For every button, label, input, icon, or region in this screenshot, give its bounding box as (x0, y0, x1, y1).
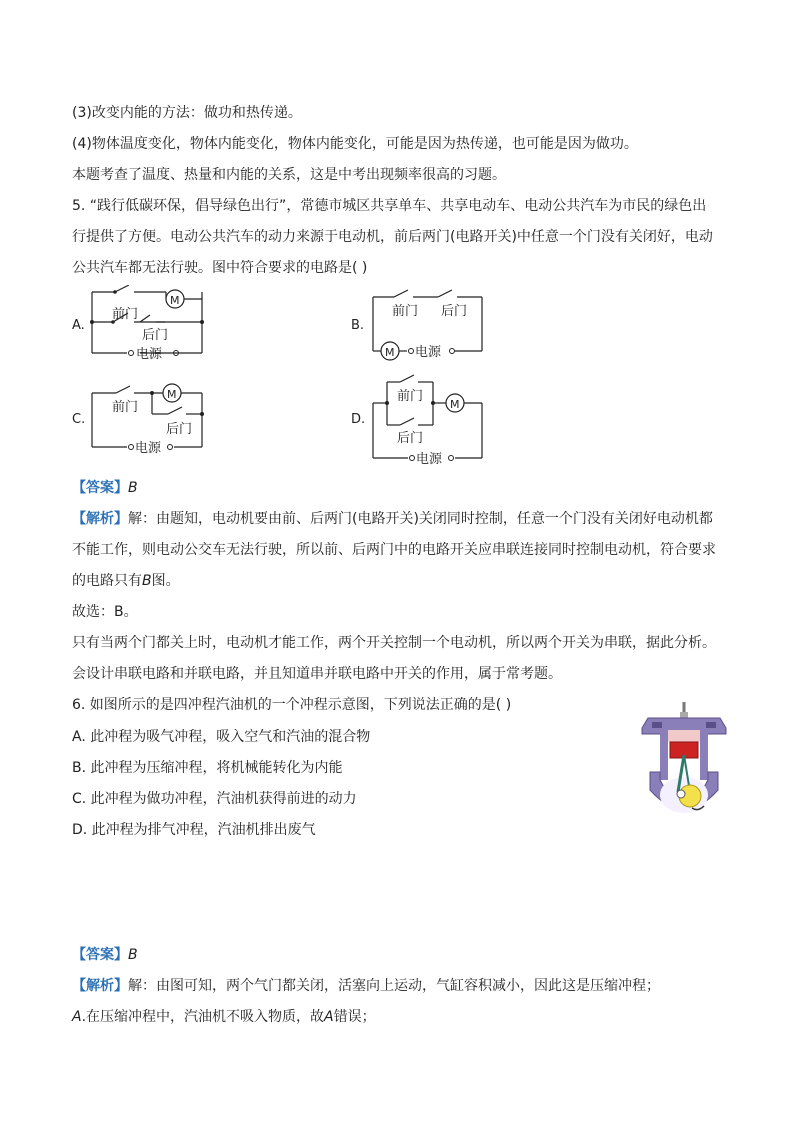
explanation-text: 解：由图可知，两个气门都关闭，活塞向上运动，气缸容积减小，因此这是压缩冲程； (128, 978, 660, 994)
answer-value: B (128, 947, 138, 963)
text-line (72, 1007, 376, 1027)
power-label: 电源 (135, 441, 162, 456)
power-label: 电源 (415, 345, 442, 360)
motor-label: M (450, 398, 460, 411)
option-b-label: B. (351, 318, 365, 333)
text-fragment: 的电路只有 (72, 573, 142, 589)
option-c-label: C. (72, 412, 86, 427)
back-door-label: 后门 (397, 431, 424, 446)
option-d-label: D. (351, 412, 366, 427)
circuit-c (92, 384, 202, 447)
question-6-option-d: D. 此冲程为排气冲程，汽油机排出废气 (72, 822, 316, 838)
question-6-option-b: B. 此冲程为压缩冲程，将机械能转化为内能 (72, 760, 343, 776)
question-5-stem: 5. “践行低碳环保，倡导绿色出行”，常德市城区共享单车、共享电动车、电动公共汽车为市民的绿色出 (72, 198, 707, 214)
power-label: 电源 (416, 452, 443, 465)
text-line: 本题考查了温度、热量和内能的关系，这是中考出现频率很高的习题。 (72, 167, 506, 183)
text-fragment: 图。 (151, 573, 180, 589)
motor-label: M (170, 294, 180, 307)
question-5-stem: 公共汽车都无法行驶。图中符合要求的电路是( ) (72, 260, 368, 276)
text-line: 不能工作，则电动公交车无法行驶，所以前、后两门中的电路开关应串联连接同时控制电动机，符合要求 (72, 542, 716, 558)
explanation-6 (72, 976, 660, 996)
explanation-text: 解：由题知，电动机要由前、后两门(电路开关)关闭同时控制，任意一个门没有关闭好电动机都 (128, 511, 713, 527)
motor-label: M (385, 346, 395, 359)
text-line: (3)改变内能的方法：做功和热传递。 (72, 105, 302, 121)
front-door-label: 前门 (392, 304, 419, 319)
explanation-tag: 【解析】 (72, 978, 128, 994)
question-5-stem: 行提供了方便。电动公共汽车的动力来源于电动机，前后两门(电路开关)中任意一个门没有关闭好，电动 (72, 229, 713, 245)
answer-tag: 【答案】 (72, 480, 128, 496)
motor-label: M (167, 388, 177, 401)
back-door-label: 后门 (166, 422, 193, 437)
text-fragment: .在压缩冲程中，汽油机不吸入物质，故 (81, 1009, 325, 1025)
question-6-stem: 6. 如图所示的是四冲程汽油机的一个冲程示意图，下列说法正确的是( ) (72, 697, 512, 713)
front-door-label: 前门 (112, 307, 139, 322)
answer-6 (72, 945, 138, 965)
question-6-option-a: A. 此冲程为吸气冲程，吸入空气和汽油的混合物 (72, 729, 371, 745)
engine-stroke-diagram (634, 700, 734, 825)
front-door-label: 前门 (397, 389, 424, 404)
answer-5 (72, 478, 138, 498)
answer-value: B (128, 480, 138, 496)
explanation-5 (72, 509, 713, 529)
back-door-label: 后门 (142, 328, 169, 343)
answer-tag: 【答案】 (72, 947, 128, 963)
text-fragment: A (72, 1009, 82, 1025)
text-fragment: B (142, 573, 152, 589)
text-line: 故选：B。 (72, 604, 138, 620)
explanation-tag: 【解析】 (72, 511, 128, 527)
text-line (72, 571, 180, 591)
text-line: 只有当两个门都关上时，电动机才能工作，两个开关控制一个电动机，所以两个开关为串联，据此分析。 (72, 635, 716, 651)
back-door-label: 后门 (441, 304, 468, 319)
text-line: (4)物体温度变化，物体内能变化，物体内能变化，可能是因为热传递，也可能是因为做功。 (72, 136, 638, 152)
power-label: 电源 (136, 347, 163, 362)
text-line: 会设计串联电路和并联电路，并且知道串并联电路中开关的作用，属于常考题。 (72, 666, 562, 682)
option-a-label: A. (72, 318, 85, 333)
question-6-option-c: C. 此冲程为做功冲程，汽油机获得前进的动力 (72, 791, 357, 807)
front-door-label: 前门 (112, 400, 139, 415)
text-fragment: A (324, 1009, 334, 1025)
text-fragment: 错误； (333, 1009, 376, 1025)
circuit-diagrams (0, 285, 794, 465)
circuit-d (373, 375, 482, 458)
